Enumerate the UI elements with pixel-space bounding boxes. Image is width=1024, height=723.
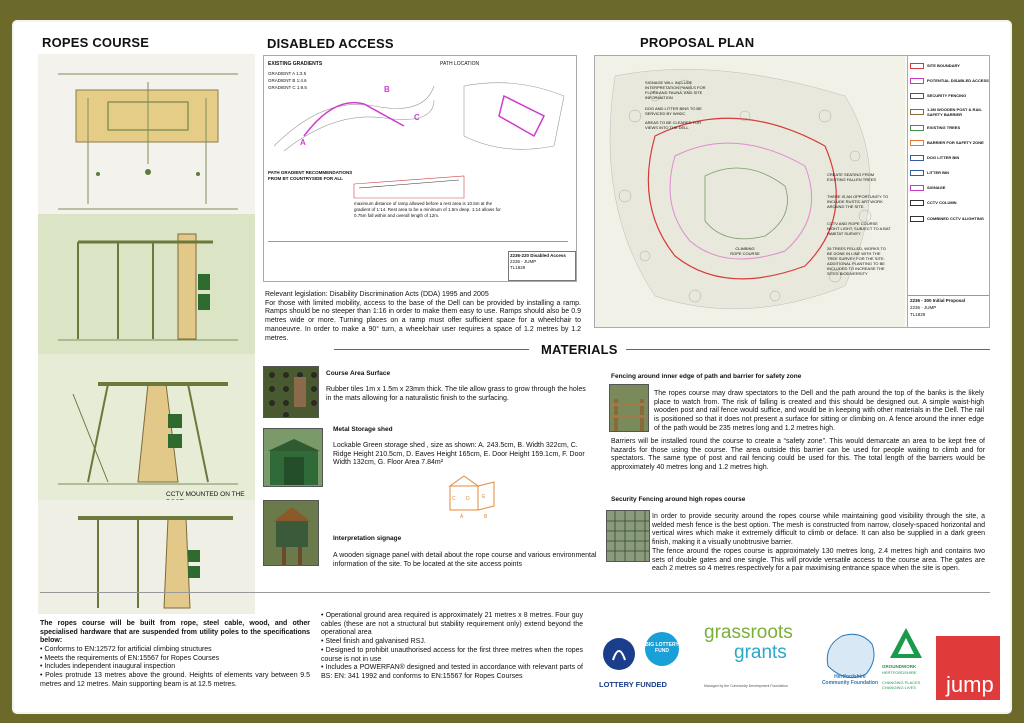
- rope-elevation-2: [38, 354, 255, 500]
- legend-label: LITTER BIN: [927, 170, 949, 175]
- spec-intro: The ropes course will be built from rope, steel cable, wood, and other specialised hardware that are suspended from utility poles to the specifications below:: [40, 620, 310, 645]
- ropes-drawings-column: [38, 54, 255, 614]
- legend-item: [910, 73, 989, 88]
- da-title-block: 2236-220 Disabled Access 2236 - JUMP TL1829: [508, 251, 576, 281]
- proposal-plan-map: SIGNAGE WILL INCLUDE INTERPRETATION PANELS FOR FLORA AND FAUNA, AND SITE INFORMATION DOG AND LITTER BINS TO BE SERVICED BY WHDC AREAS TO BE CLEARED FOR VIEWS INTO THE DELL CREATE SEATING FROM EXISTING FALLEN TREES THERE IS AN OPPORTUNITY TO INCLUDE RUSTIC ART WORK AROUND THE SITE. CCTV AND ROPE COURSE NIGHT LIGHT, SUBJECT TO A BAT HABITAT SURVEY 26 TREES FELLED, WORKS TO BE DONE IN LINE WITH THE TREE SURVEY FOR THE SITE. ADDITIONAL PLANTING TO BE INCLUDED TO INCREASE THE SITES BIODIVERSITY CLIMBING ROPE COURSE SITE BOUNDARY POTENTIAL DISABLED ACCESS SECURITY FENCING 1.2M WOODEN POST & RAIL SAFETY BARRIER EXISTING TREES BARRIER FOR SAFETY ZONE DOG LITTER BIN LITTER BIN SIGNAGE CCTV COLUMN COMBINED CCTV &LIGHTING 2236 - 300 Initial Proposal 2236 - JUMP TL1829: [594, 55, 990, 328]
- svg-text:D: D: [466, 496, 470, 502]
- legend-label: EXISTING TREES: [927, 125, 961, 130]
- legend-label: DOG LITTER BIN: [927, 155, 960, 160]
- legend-swatch: [910, 109, 924, 115]
- legend-item: [910, 195, 989, 210]
- plan-title-block: 2236 - 300 Initial Proposal 2236 - JUMP TL1829: [908, 295, 990, 328]
- shed-dimension-sketch: [444, 472, 504, 522]
- legend-label: SECURITY FENCING: [927, 93, 967, 98]
- legend-swatch: [910, 185, 924, 191]
- rope-plan-drawing: [38, 54, 255, 214]
- fencing-text-2: Barriers will be installed round the course to create a “safety zone”. This would demarcate an area to be kept free of hazards for those using the course. The area outside this barrier can be used for people waiting to climb and for spectators. The same type of post and rail fencing could be used for this. The total length of the barriers would be approximately 40 metres long and 1.2 metres high.: [611, 438, 985, 472]
- legend-item: [910, 150, 989, 165]
- legislation-text: Relevant legislation: Disability Discrimination Acts (DDA) 1995 and 2005 For those with limited mobility, access to the base of the Dell can be provided by installing a ramp. Ramps should be no steeper than 1:16 in order to make them easy to use. Ramps should also be 0.9 metres wide or more. Turning places on a ramp must offer sufficient space for a wheelchair to manoeuvre. In order to make a 90° turn, a wheelchair user requires a space of 1.2 metres by 1.2 metres.: [265, 291, 581, 342]
- heading-materials: MATERIALS: [541, 342, 618, 357]
- legend-label: SIGNAGE: [927, 185, 946, 190]
- storage-shed-text: Lockable Green storage shed , size as shown: A. 243.5cm, B. Width 322cm, C. Ridge Height 210.5cm, D. Eaves Height 165cm, E. Door Height 159.1cm, F. Door Width 132cm, G. Floor Area 7.84m²: [333, 442, 585, 467]
- legend-label: POTENTIAL DISABLED ACCESS: [927, 78, 989, 83]
- gradient-list: GRADIENT A 1:3.5 GRADIENT B 1:4.6 GRADIENT C 1:9.5: [268, 71, 307, 90]
- plan-legend: [907, 56, 990, 328]
- legend-label: 1.2M WOODEN POST & RAIL SAFETY BARRIER: [927, 106, 982, 117]
- legend-item: [910, 88, 989, 103]
- legend-label: CCTV COLUMN: [927, 200, 957, 205]
- svg-text:A: A: [460, 514, 464, 520]
- spec-list-right: • Operational ground area required is approximately 21 metres x 8 metres. Four guy cables (these are not a structural but stability requirement only) extend beyond the operational area • Steel finish and galvanised RSJ. • Designed to prohibit unauthorised access for the first three metres when the ropes course is not in use • Includes a POWERFAN® designed and tested in accordance with relevant parts of BS: EN: 341 1992 and conforms to EN:15567 for Ropes Courses: [321, 612, 583, 680]
- legend-item: [910, 103, 989, 120]
- legend-item: [910, 210, 989, 227]
- rubber-tiles-photo: [263, 366, 319, 418]
- heading-ropes-course: ROPES COURSE: [42, 35, 150, 50]
- plan-notes: SIGNAGE WILL INCLUDE INTERPRETATION PANELS FOR FLORA AND FAUNA, AND SITE INFORMATION DOG AND LITTER BINS TO BE SERVICED BY WHDC AREAS TO BE CLEARED FOR VIEWS INTO THE DELL: [645, 80, 706, 130]
- herts-community-logo: Hertfordshire Community Foundation: [820, 626, 880, 702]
- legend-item: [910, 58, 989, 73]
- heading-proposal-plan: PROPOSAL PLAN: [640, 35, 755, 50]
- legend-item: [910, 165, 989, 180]
- legend-label: SITE BOUNDARY: [927, 63, 960, 68]
- legend-label: COMBINED CCTV &LIGHTING: [927, 216, 984, 221]
- security-text: In order to provide security around the ropes course while maintaining good visibility through the site, a welded mesh fence is the best option. The mesh is constructed from narrow, closely-spaced horizontal and vertical wires which make it extremely difficult to climb or deface. It can also be supplied in a dark green finish, making it a visually unobtrusive barrier.: [652, 513, 985, 547]
- course-surface-text: Rubber tiles 1m x 1.5m x 23mm thick. The tile allow grass to grow through the holes in the mats allowing for a naturalistic finish to the surfacing.: [326, 386, 586, 402]
- rope-elevation-3: [38, 500, 255, 614]
- site-section-sketch: [264, 56, 577, 166]
- lottery-logo: BIG LOTTERY FUND LOTTERY FUNDED: [597, 626, 687, 696]
- legend-label: BARRIER FOR SAFETY ZONE: [927, 140, 984, 145]
- heading-disabled-access: DISABLED ACCESS: [267, 36, 394, 51]
- legend-swatch: [910, 200, 924, 206]
- presentation-board: [14, 22, 1010, 712]
- fence-photo: [609, 384, 649, 432]
- groundwork-logo: GROUNDWORK HERTFORDSHIRE CHANGING PLACES CHANGING LIVES: [882, 626, 930, 702]
- groundwork-triangle-icon: [888, 626, 924, 662]
- disabled-access-drawing: EXISTING GRADIENTS GRADIENT A 1:3.5 GRADIENT B 1:4.6 GRADIENT C 1:9.5 PATH LOCATION A B C PATH GRADIENT RECOMMENDATIONS FROM BT COUNTRYSIDE FOR ALL maximum distance of ramp allowed before a rest area is 10.5m at the gradient of 1:14. Rest area to be a minimum of 1.5m deep. 1:14 allows for 0.75m fall within and overall length of 12m. 2236-220 Disabled Access 2236 - JUMP TL1829: [263, 55, 577, 282]
- svg-text:E: E: [482, 494, 486, 500]
- legend-swatch: [910, 155, 924, 161]
- security-title: Security Fencing around high ropes course: [611, 496, 746, 503]
- legend-swatch: [910, 125, 924, 131]
- legend-item: [910, 135, 989, 150]
- signage-photo: [263, 500, 319, 566]
- storage-shed-photo: [263, 428, 323, 487]
- legend-swatch: [910, 170, 924, 176]
- signage-title: Interpretation signage: [333, 535, 402, 542]
- cctv-note: CCTV MOUNTED ON THE: [166, 491, 245, 498]
- legend-swatch: [910, 216, 924, 222]
- legend-swatch: [910, 140, 924, 146]
- grassroots-logo: grassroots grants Managed by the Community Development Foundation: [704, 622, 793, 688]
- storage-shed-title: Metal Storage shed: [333, 426, 393, 433]
- svg-text:C: C: [452, 496, 456, 502]
- legend-swatch: [910, 93, 924, 99]
- security-text-2: The fence around the ropes course is approximately 130 metres long, 2.4 metres high and contains two sets of double gates and one single. This will provide versatile access to the course area. The gates are each 2 metres so 4 metres respectively for a pair maximising entrance space when the site is open.: [652, 548, 985, 573]
- jump-logo: jump: [936, 636, 1000, 700]
- legend-swatch: [910, 63, 924, 69]
- spec-list-left: • Conforms to EN:12572 for artificial climbing structures • Meets the requirements of EN:15567 for Ropes Courses • Includes independent inaugural inspection • Poles protrude 13 metres above the ground. Heights of elements vary between 9.5 metres and 12 metres. Main supporting beam is at 12.5 metres.: [40, 646, 310, 688]
- fencing-text-1: The ropes course may draw spectators to the Dell and the path around the top of the banks is the likely place to watch from. The risk of falling is created and this should be designed out. A simple waist-high wooden post and rail fence would suffice, and would be in keeping with other materials in the Dell. The rail is positioned so that it does not present a surface for sitting or climbing on. A fence around the inner edge of the path would be 235 metres long and 1.2 metres high.: [654, 390, 984, 432]
- fencing-title: Fencing around inner edge of path and barrier for safety zone: [611, 373, 802, 380]
- lottery-crossed-fingers-icon: [599, 634, 647, 674]
- legend-item: [910, 120, 989, 135]
- legend-swatch: [910, 78, 924, 84]
- legend-item: [910, 180, 989, 195]
- svg-text:B: B: [484, 514, 488, 520]
- signage-text: A wooden signage panel with detail about the rope course and various environmental information of the site. To be located at the site access points: [333, 552, 597, 568]
- course-surface-title: Course Area Surface: [326, 370, 391, 377]
